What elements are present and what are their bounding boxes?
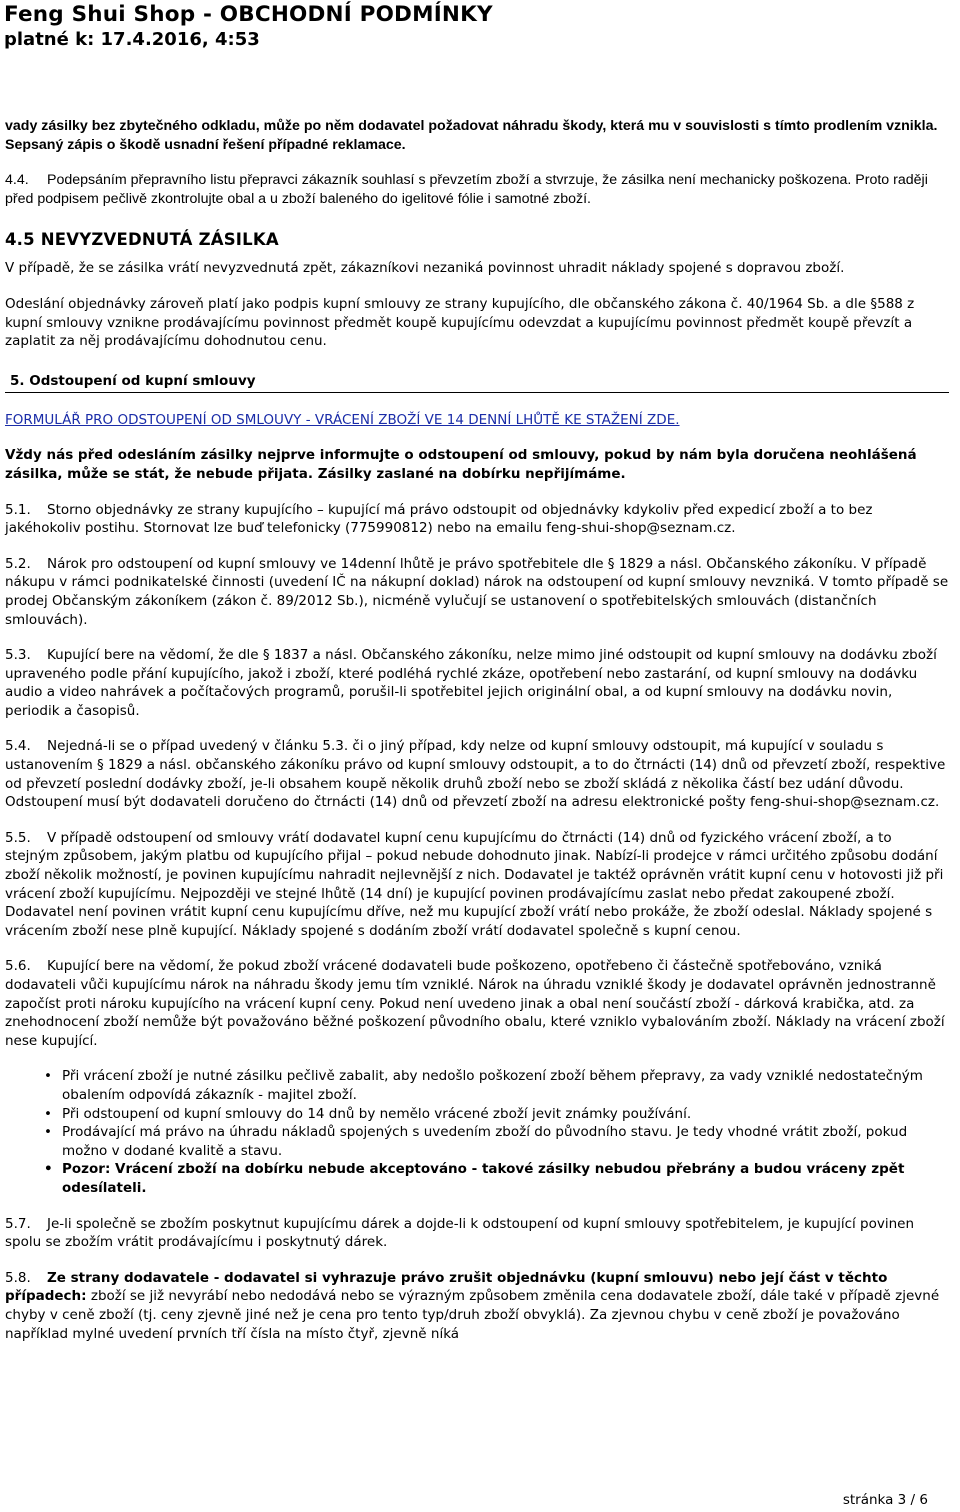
return-conditions-list [5, 1067, 949, 1197]
paragraph-5-1 [5, 501, 949, 538]
paragraph-5-5 [5, 829, 949, 941]
paragraph-contract: Odeslání objednávky zároveň platí jako podpis kupní smlouvy ze strany kupujícího, dle občanského zákona č. 40/1964 Sb. a dle §588 z kupní smlouvy vznikne prodávajícímu povinnost předmět koupě kupujícímu odevzdat a kupujícímu povinnost předmět koupě převzít a zaplatit za něj prodávajícímu dohodnutou cenu. [5, 295, 915, 350]
paragraph-4-4 [5, 171, 949, 208]
paragraph-5-4 [5, 737, 949, 811]
bullet-icon: • [44, 1105, 52, 1122]
bullet-icon: • [44, 1068, 52, 1085]
paragraph-text: Nárok pro odstoupení od kupní smlouvy ve 14denní lhůtě je právo spotřebitele dle § 1829 a násl. Občanského zákoníku. V případě nákupu v rámci podnikatelské činnosti (uvedení IČ na nákupní doklad) nárok na odstoupení od kupní smlouvy nevzniká. V tomto případě se prodej Občanským zákoníkem (zákon č. 89/2012 Sb.), nicméně vylučují se ustanovení o spotřebitelských smlouvách (distančních smlouvách). [5, 555, 949, 628]
paragraph-text: zboží se již nevyrábí nebo nedodává nebo se výrazným způsobem změnila cena dodavatele zboží, dále také v případě zjevné chyby v ceně zboží (tj. ceny zjevně jiné než je cena pro tento typ/druh zboží obvyklá). Za zjevnou chybu v ceně zboží je považováno například mylné uvedení prvních tří čísla na místo čtyř, zjevně níká [5, 1288, 940, 1342]
paragraph-text: Je-li společně se zbožím poskytnut kupujícímu dárek a dojde-li k odstoupení od kupní smlouvy spotřebitelem, je kupující povinen spolu se zbožím vrátit prodávajícímu i poskytnutý dárek. [5, 1215, 915, 1251]
paragraph-number: 5.5. [5, 829, 31, 846]
paragraph-5-6 [5, 957, 949, 1050]
paragraph-4-5: V případě, že se zásilka vrátí nevyzvednutá zpět, zákazníkovi nezaniká povinnost uhradit náklady spojené s dopravou zboží. [5, 260, 845, 277]
section-heading-4-5: 4.5 NEVYZVEDNUTÁ ZÁSILKA [5, 230, 279, 250]
list-item: • Prodávající má právo na úhradu nákladů spojených s uvedením zboží do původního stavu. Je tedy vhodné vrátit zboží, pokud možno v dodané kvalitě a stavu. [44, 1124, 908, 1159]
paragraph-number: 5.7. [5, 1215, 31, 1232]
paragraph-bold-text: Ze strany dodavatele - dodavatel si vyhrazuje právo zrušit objednávku (kupní smlouvu) nebo její část v těchto případech: [5, 1269, 888, 1305]
list-item: • Při odstoupení od kupní smlouvy do 14 dnů by nemělo vrácené zboží jevit známky používání. [44, 1105, 692, 1122]
intro-paragraph: vady zásilky bez zbytečného odkladu, může po něm dodavatel požadovat náhradu škody, která mu v souvislosti s tímto prodlením vznikla. Sepsaný zápis o škodě usnadní řešení případné reklamace. [5, 118, 938, 153]
bullet-icon: • [44, 1161, 53, 1178]
bullet-icon: • [44, 1124, 52, 1141]
warning-paragraph: Vždy nás před odesláním zásilky nejprve informujte o odstoupení od smlouvy, pokud by nám byla doručena neohlášená zásilka, může se stát, že nebude přijata. Zásilky zaslané na dobírku nepřijímáme. [5, 447, 917, 482]
list-item-warning: • Pozor: Vrácení zboží na dobírku nebude akceptováno - takové zásilky nebudou přebrány a budou vráceny zpět odesílateli. [44, 1161, 905, 1196]
paragraph-5-3 [5, 646, 949, 720]
paragraph-5-2 [5, 555, 949, 629]
document-date: platné k: 17.4.2016, 4:53 [4, 29, 260, 50]
section-heading-5: 5. Odstoupení od kupní smlouvy [5, 371, 949, 393]
paragraph-text: Podepsáním přepravního listu přepravci zákazník souhlasí s převzetím zboží a stvrzuje, že zásilka není mechanicky poškozena. Proto raději před podpisem pečlivě zkontrolujte obal a u zboží baleného do igelitové fólie i samotné zboží. [5, 172, 928, 207]
page-number: stránka 3 / 6 [842, 1492, 928, 1508]
list-item: • Při vrácení zboží je nutné zásilku pečlivě zabalit, aby nedošlo poškození zboží během přepravy, za vady vzniklé nedostatečným obalením odpovídá zákazník - majitel zboží. [44, 1068, 923, 1103]
paragraph-text: Nejedná-li se o případ uvedený v článku 5.3. či o jiný případ, kdy nelze od kupní smlouvy odstoupit, má kupující v souladu s ustanovením § 1829 a násl. občanského zákoníku právo od kupní smlouvy odstoupit, a to do čtrnácti (14) dnů od převzetí zboží, respektive od převzetí poslední dodávky zboží, je-li obsahem koupě několik druhů zboží nebo se zboží skládá z několika částí bez udání důvodu. Odstoupení musí být dodavateli doručeno do čtrnácti (14) dnů od převzetí zboží na adresu elektronické pošty feng-shui-shop@seznam.cz. [5, 738, 946, 811]
paragraph-text: V případě odstoupení od smlouvy vrátí dodavatel kupní cenu kupujícímu do čtrnácti (14) dnů od fyzického vrácení zboží, a to stejným způsobem, jakým platbu od kupujícího přijal – pokud nebude dohodnuto jinak. Nabízí-li prodejce v rámci určitého způsobu dodání zboží několik možností, je povinen kupujícímu nahradit nejlevnější z nich. Dodavatel je taktéž oprávněn vrátit kupní cenu v hotovosti již při vrácení zboží kupujícímu. Nejpozději ve stejné lhůtě (14 dní) je kupující povinen prodávajícímu zaslat nebo předat zakoupené zboží. Dodavatel není povinen vrátit kupní cenu kupujícímu dříve, než mu kupující zboží vrátí nebo prokáže, že zboží odeslal. Náklady spojené s vrácením zboží nese plně kupující. Náklady spojené s dodáním zboží vrátí dodavatel společně s kupní cenou. [5, 829, 944, 939]
withdrawal-form-link[interactable]: FORMULÁŘ PRO ODSTOUPENÍ OD SMLOUVY - VRÁCENÍ ZBOŽÍ VE 14 DENNÍ LHŮTĚ KE STAŽENÍ ZDE. [5, 411, 680, 428]
paragraph-text: Kupující bere na vědomí, že pokud zboží vrácené dodavateli bude poškozeno, opotřebeno či částečně spotřebováno, vzniká dodavateli vůči kupujícímu nárok na náhradu škody jemu tím vzniklé. Nárok na úhradu vzniklé škody je dodavatel oprávněn jednostranně započíst proti nároku kupujícího na vrácení kupní ceny. Pokud není uvedeno jinak a obal není součástí zboží - dárková krabička, atd. za znehodnocení zboží nemůže být považováno běžné poškození původního obalu, které vzniklo vybalováním zboží. Náklady na vrácení zboží nese kupující. [5, 958, 945, 1049]
paragraph-number: 5.6. [5, 958, 31, 975]
paragraph-5-7 [5, 1215, 949, 1252]
paragraph-text: Storno objednávky ze strany kupujícího – kupující má právo odstoupit od objednávky kdykoliv před expedicí zboží a to bez jakéhokoliv postihu. Stornovat lze buď telefonicky (775990812) nebo na emailu feng-shui-shop@seznam.cz. [5, 501, 873, 537]
document-title: Feng Shui Shop - OBCHODNÍ PODMÍNKY [4, 2, 493, 27]
paragraph-number: 5.8. [5, 1269, 31, 1286]
document-body [5, 117, 949, 1343]
paragraph-number: 5.1. [5, 501, 31, 518]
paragraph-number: 5.2. [5, 555, 31, 572]
document-header [4, 2, 493, 52]
paragraph-number: 4.4. [5, 172, 29, 189]
paragraph-number: 5.4. [5, 738, 31, 755]
paragraph-number: 5.3. [5, 647, 31, 664]
paragraph-text: Kupující bere na vědomí, že dle § 1837 a násl. Občanského zákoníku, nelze mimo jiné odstoupit od kupní smlouvy na dodávku zboží upraveného podle přání kupujícího, jakož i zboží, které podléhá rychlé zkáze, opotřebení nebo zastarání, od kupní smlouvy na dodávku audio a video nahrávek a počítačových programů, porušil-li spotřebitel jejich originální obal, a od kupní smlouvy na dodávku novin, periodik a časopisů. [5, 647, 937, 719]
paragraph-5-8 [5, 1269, 949, 1343]
